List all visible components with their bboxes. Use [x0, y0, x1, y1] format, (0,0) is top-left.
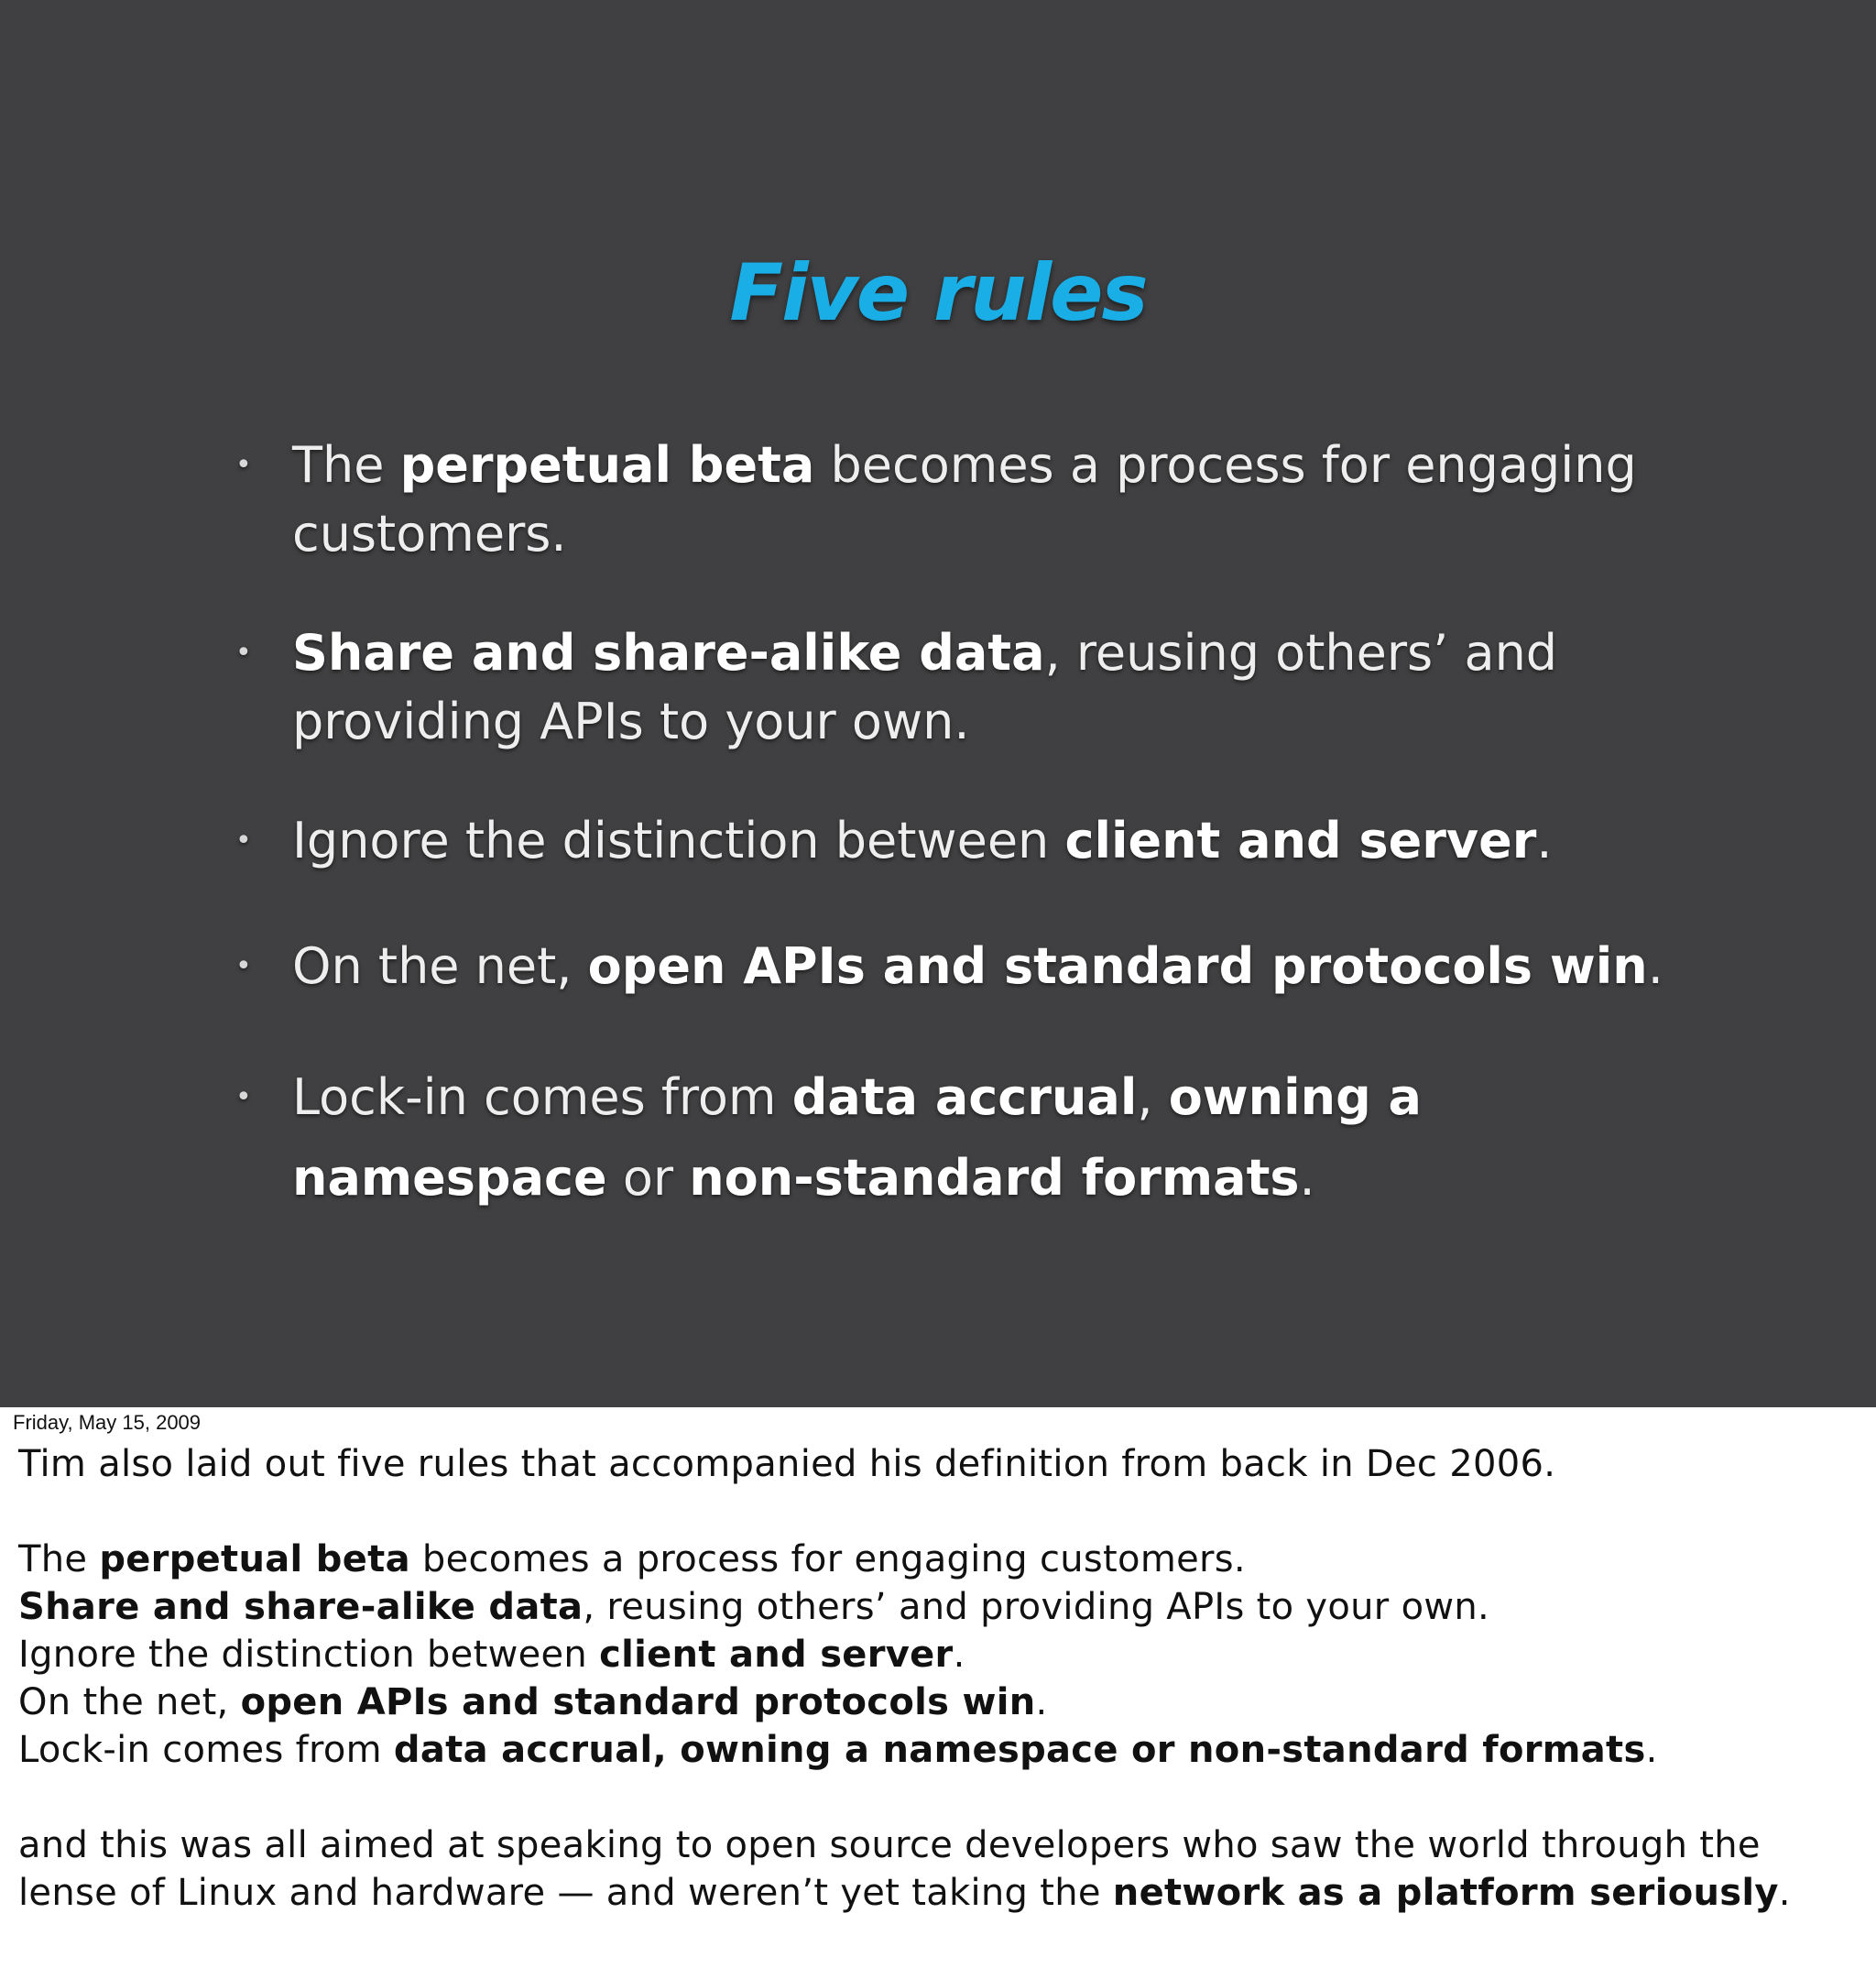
bullet-dot-icon: • [235, 825, 252, 857]
notes-closing: and this was all aimed at speaking to open source developers who saw the world through the lense of Linux and hardware — and weren’t yet taking the network as a platform seriously. [18, 1824, 1791, 1914]
bullet-dot-icon: • [235, 950, 252, 982]
bullet-item: • Share and share-alike data, reusing others’ and providing APIs to your own. [234, 618, 1718, 756]
notes-rule: On the net, open APIs and standard protocols win. [18, 1681, 1048, 1723]
bullet-list [234, 431, 1718, 1219]
bullet-item: • The perpetual beta becomes a process for engaging customers. [234, 431, 1718, 568]
slide-title: Five rules [729, 247, 1147, 339]
bullet-dot-icon: • [235, 637, 252, 669]
speaker-notes [18, 1440, 1869, 1917]
notes-spacer [18, 1488, 1869, 1536]
notes-rule: Share and share-alike data, reusing others’ and providing APIs to your own. [18, 1586, 1490, 1628]
notes-rule: The perpetual beta becomes a process for engaging customers. [18, 1538, 1246, 1580]
bullet-item: • Lock-in comes from data accrual, owning a namespace or non-standard formats. [234, 1057, 1718, 1219]
bullet-item: • On the net, open APIs and standard protocols win. [234, 932, 1718, 1000]
notes-spacer [18, 1774, 1869, 1821]
bullet-item: • Ignore the distinction between client and server. [234, 806, 1718, 875]
notes-rule: Ignore the distinction between client and server. [18, 1634, 965, 1676]
bullet-dot-icon: • [235, 1081, 252, 1113]
slide-date: Friday, May 15, 2009 [13, 1411, 202, 1434]
notes-intro: Tim also laid out five rules that accompanied his definition from back in Dec 2006. [18, 1443, 1556, 1485]
notes-rule: Lock-in comes from data accrual, owning a namespace or non-standard formats. [18, 1729, 1658, 1771]
bullet-dot-icon: • [235, 449, 252, 481]
